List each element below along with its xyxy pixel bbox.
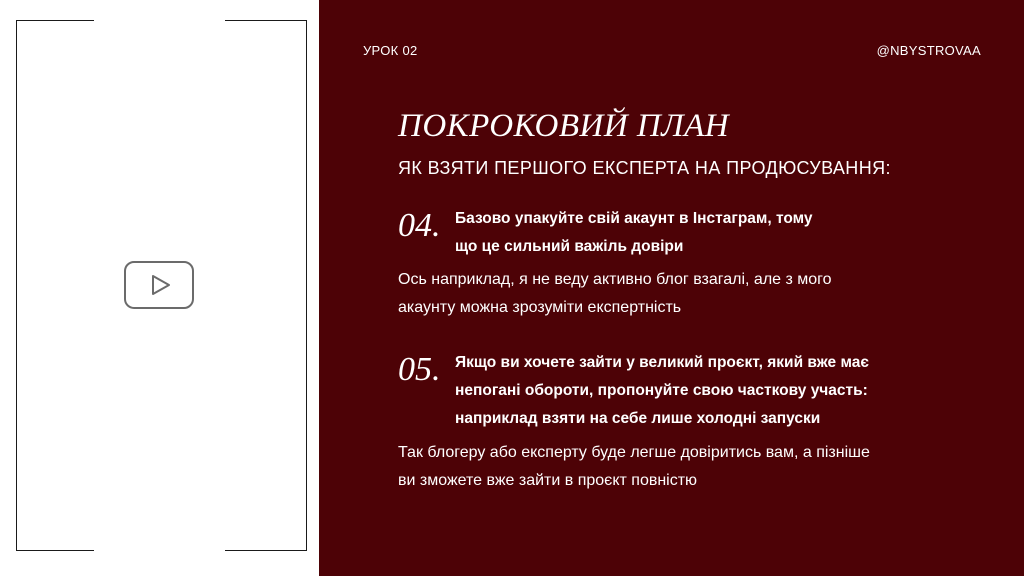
video-play-button[interactable] [124,261,194,309]
step-number: 05. [398,351,441,388]
content-panel [319,0,1024,576]
step-heading [455,205,935,261]
step-heading-line: Базово упакуйте свій акаунт в Інстаграм, тому [455,210,813,227]
step-heading-line: наприклад взяти на себе лише холодні запуски [455,410,821,427]
page-subtitle: ЯК ВЗЯТИ ПЕРШОГО ЕКСПЕРТА НА ПРОДЮСУВАННЯ: [398,158,891,178]
video-panel [0,0,319,576]
step-body [398,266,958,322]
frame-left-bracket [16,20,94,551]
step-body-line: Так блогеру або експерту буде легше довіритись вам, а пізніше [398,444,870,461]
page-title: ПОКРОКОВИЙ ПЛАН [398,108,730,144]
step-number: 04. [398,207,441,244]
frame-right-bracket [225,20,307,551]
step-heading-line: Якщо ви хочете зайти у великий проєкт, який вже має [455,354,869,371]
step-body-line: ви зможете вже зайти в проєкт повністю [398,472,698,489]
step-heading-line: непогані обороти, пропонуйте свою часткову участь: [455,382,868,399]
step-body-line: акаунту можна зрозуміти експертність [398,299,682,316]
step-heading [455,349,935,433]
play-icon [126,263,192,307]
step-heading-line: що це сильний важіль довіри [455,238,684,255]
author-handle: @NBYSTROVAA [876,43,981,58]
step-body-line: Ось наприклад, я не веду активно блог взагалі, але з мого [398,271,832,288]
step-body [398,439,958,495]
lesson-label: УРОК 02 [363,43,418,58]
